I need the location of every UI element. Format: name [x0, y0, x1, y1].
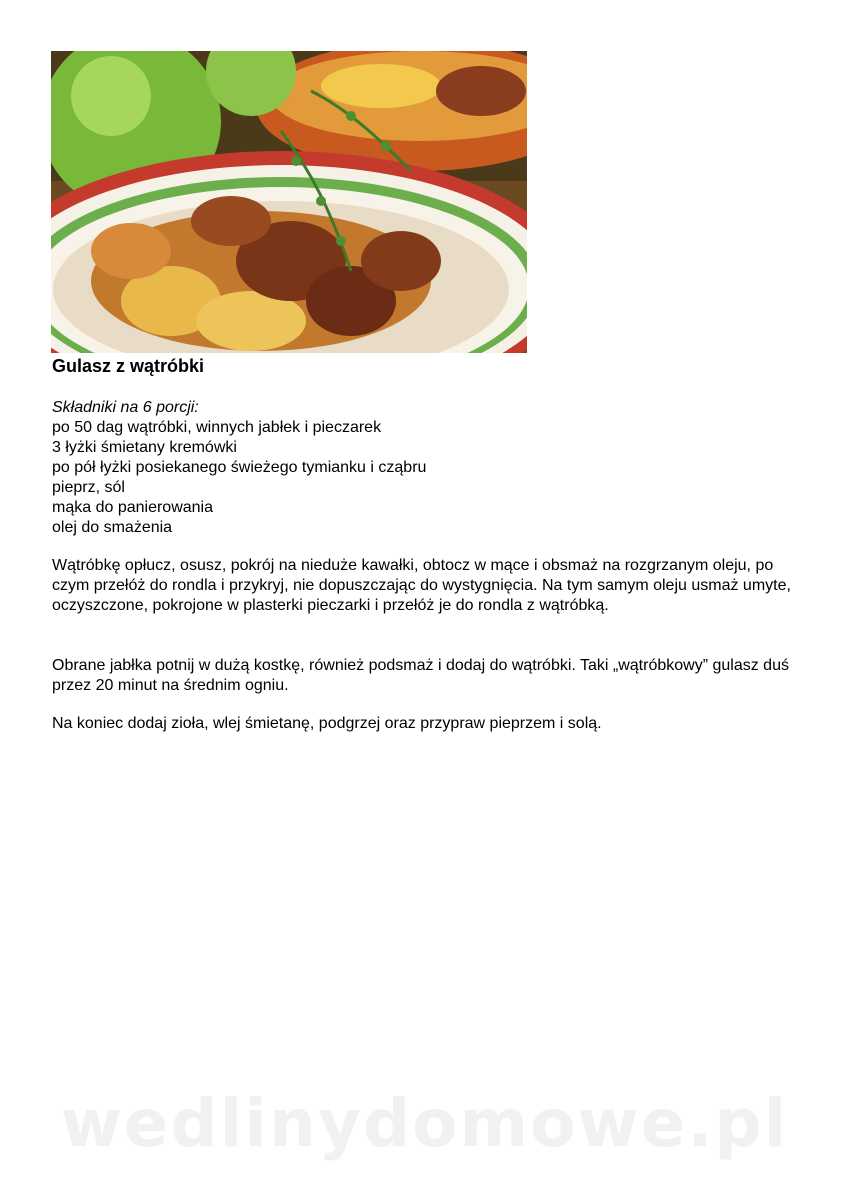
ingredient-item: po pół łyżki posiekanego świeżego tymianku i cząbru: [52, 459, 427, 476]
ingredient-item: olej do smażenia: [52, 519, 173, 536]
ingredient-item: mąka do panierowania: [52, 499, 213, 516]
ingredients-label: Składniki na 6 porcji:: [52, 399, 199, 416]
ingredient-item: po 50 dag wątróbki, winnych jabłek i pieczarek: [52, 419, 382, 436]
dish-photo: [51, 51, 527, 353]
ingredient-item: pieprz, sól: [52, 479, 125, 496]
instruction-paragraph: Na koniec dodaj zioła, wlej śmietanę, podgrzej oraz przypraw pieprzem i solą.: [52, 715, 602, 732]
watermark: wedlinydomowe.pl: [60, 1085, 789, 1162]
instruction-paragraph: Obrane jabłka potnij w dużą kostkę, również podsmaż i dodaj do wątróbki. Taki „wątróbkowy” gulasz duś przez 20 minut na średnim ogniu.: [52, 657, 789, 694]
instruction-paragraph: Wątróbkę opłucz, osusz, pokrój na nieduże kawałki, obtocz w mące i obsmaż na rozgrzanym oleju, po czym przełóż do rondla i przykryj, nie dopuszczając do wystygnięcia. Na tym samym oleju usmaż umyte, oczyszczone, pokrojone w plasterki pieczarki i przełóż je do rondla z wątróbką.: [52, 557, 791, 614]
ingredients-block: [52, 398, 426, 538]
ingredient-item: 3 łyżki śmietany kremówki: [52, 439, 237, 456]
recipe-title: Gulasz z wątróbki: [52, 356, 205, 376]
